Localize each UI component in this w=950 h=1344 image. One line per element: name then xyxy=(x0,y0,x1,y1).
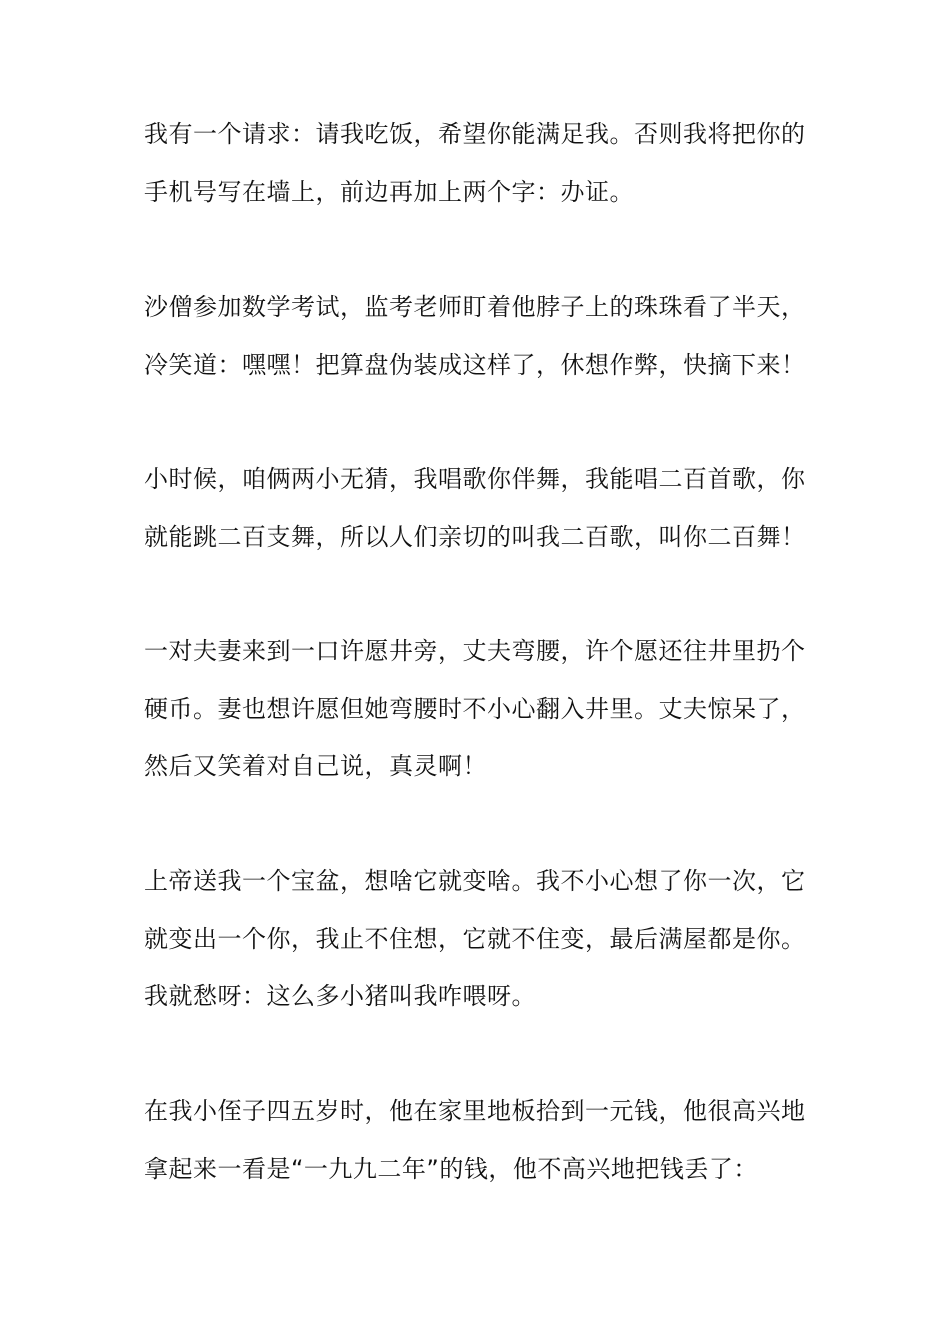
joke-paragraph-2 xyxy=(144,279,804,394)
joke-paragraph-4 xyxy=(144,623,804,796)
text-line: 一对夫妻来到一口许愿井旁，丈夫弯腰，许个愿还往井里扔个 xyxy=(144,637,806,665)
text-line: 在我小侄子四五岁时，他在家里地板拾到一元钱，他很高兴地 xyxy=(144,1097,806,1125)
joke-paragraph-3 xyxy=(144,451,804,566)
text-line: 冷笑道：嘿嘿！把算盘伪装成这样了，休想作弊，快摘下来！ xyxy=(144,350,806,379)
joke-paragraph-5 xyxy=(144,853,804,1026)
text-line: 上帝送我一个宝盆，想啥它就变啥。我不小心想了你一次，它 xyxy=(144,867,806,895)
text-line: 然后又笑着对自己说，真灵啊！ xyxy=(144,752,487,780)
text-line: 我有一个请求：请我吃饭，希望你能满足我。否则我将把你的 xyxy=(144,120,806,148)
text-line: 手机号写在墙上，前边再加上两个字：办证。 xyxy=(144,177,634,206)
joke-paragraph-6 xyxy=(144,1083,804,1198)
text-line: 就变出一个你，我止不住想，它就不住变，最后满屋都是你。 xyxy=(144,924,806,953)
text-line: 小时候，咱俩两小无猜，我唱歌你伴舞，我能唱二百首歌，你 xyxy=(144,465,806,493)
text-line: 硬币。妻也想许愿但她弯腰时不小心翻入井里。丈夫惊呆了， xyxy=(144,694,806,723)
joke-paragraph-1 xyxy=(144,106,804,221)
text-line: 我就愁呀：这么多小猪叫我咋喂呀。 xyxy=(144,982,536,1010)
text-line: 沙僧参加数学考试，监考老师盯着他脖子上的珠珠看了半天， xyxy=(144,293,806,321)
text-line: 拿起来一看是“一九九二年”的钱，他不高兴地把钱丢了： xyxy=(144,1154,758,1183)
text-line: 就能跳二百支舞，所以人们亲切的叫我二百歌，叫你二百舞！ xyxy=(144,522,806,551)
